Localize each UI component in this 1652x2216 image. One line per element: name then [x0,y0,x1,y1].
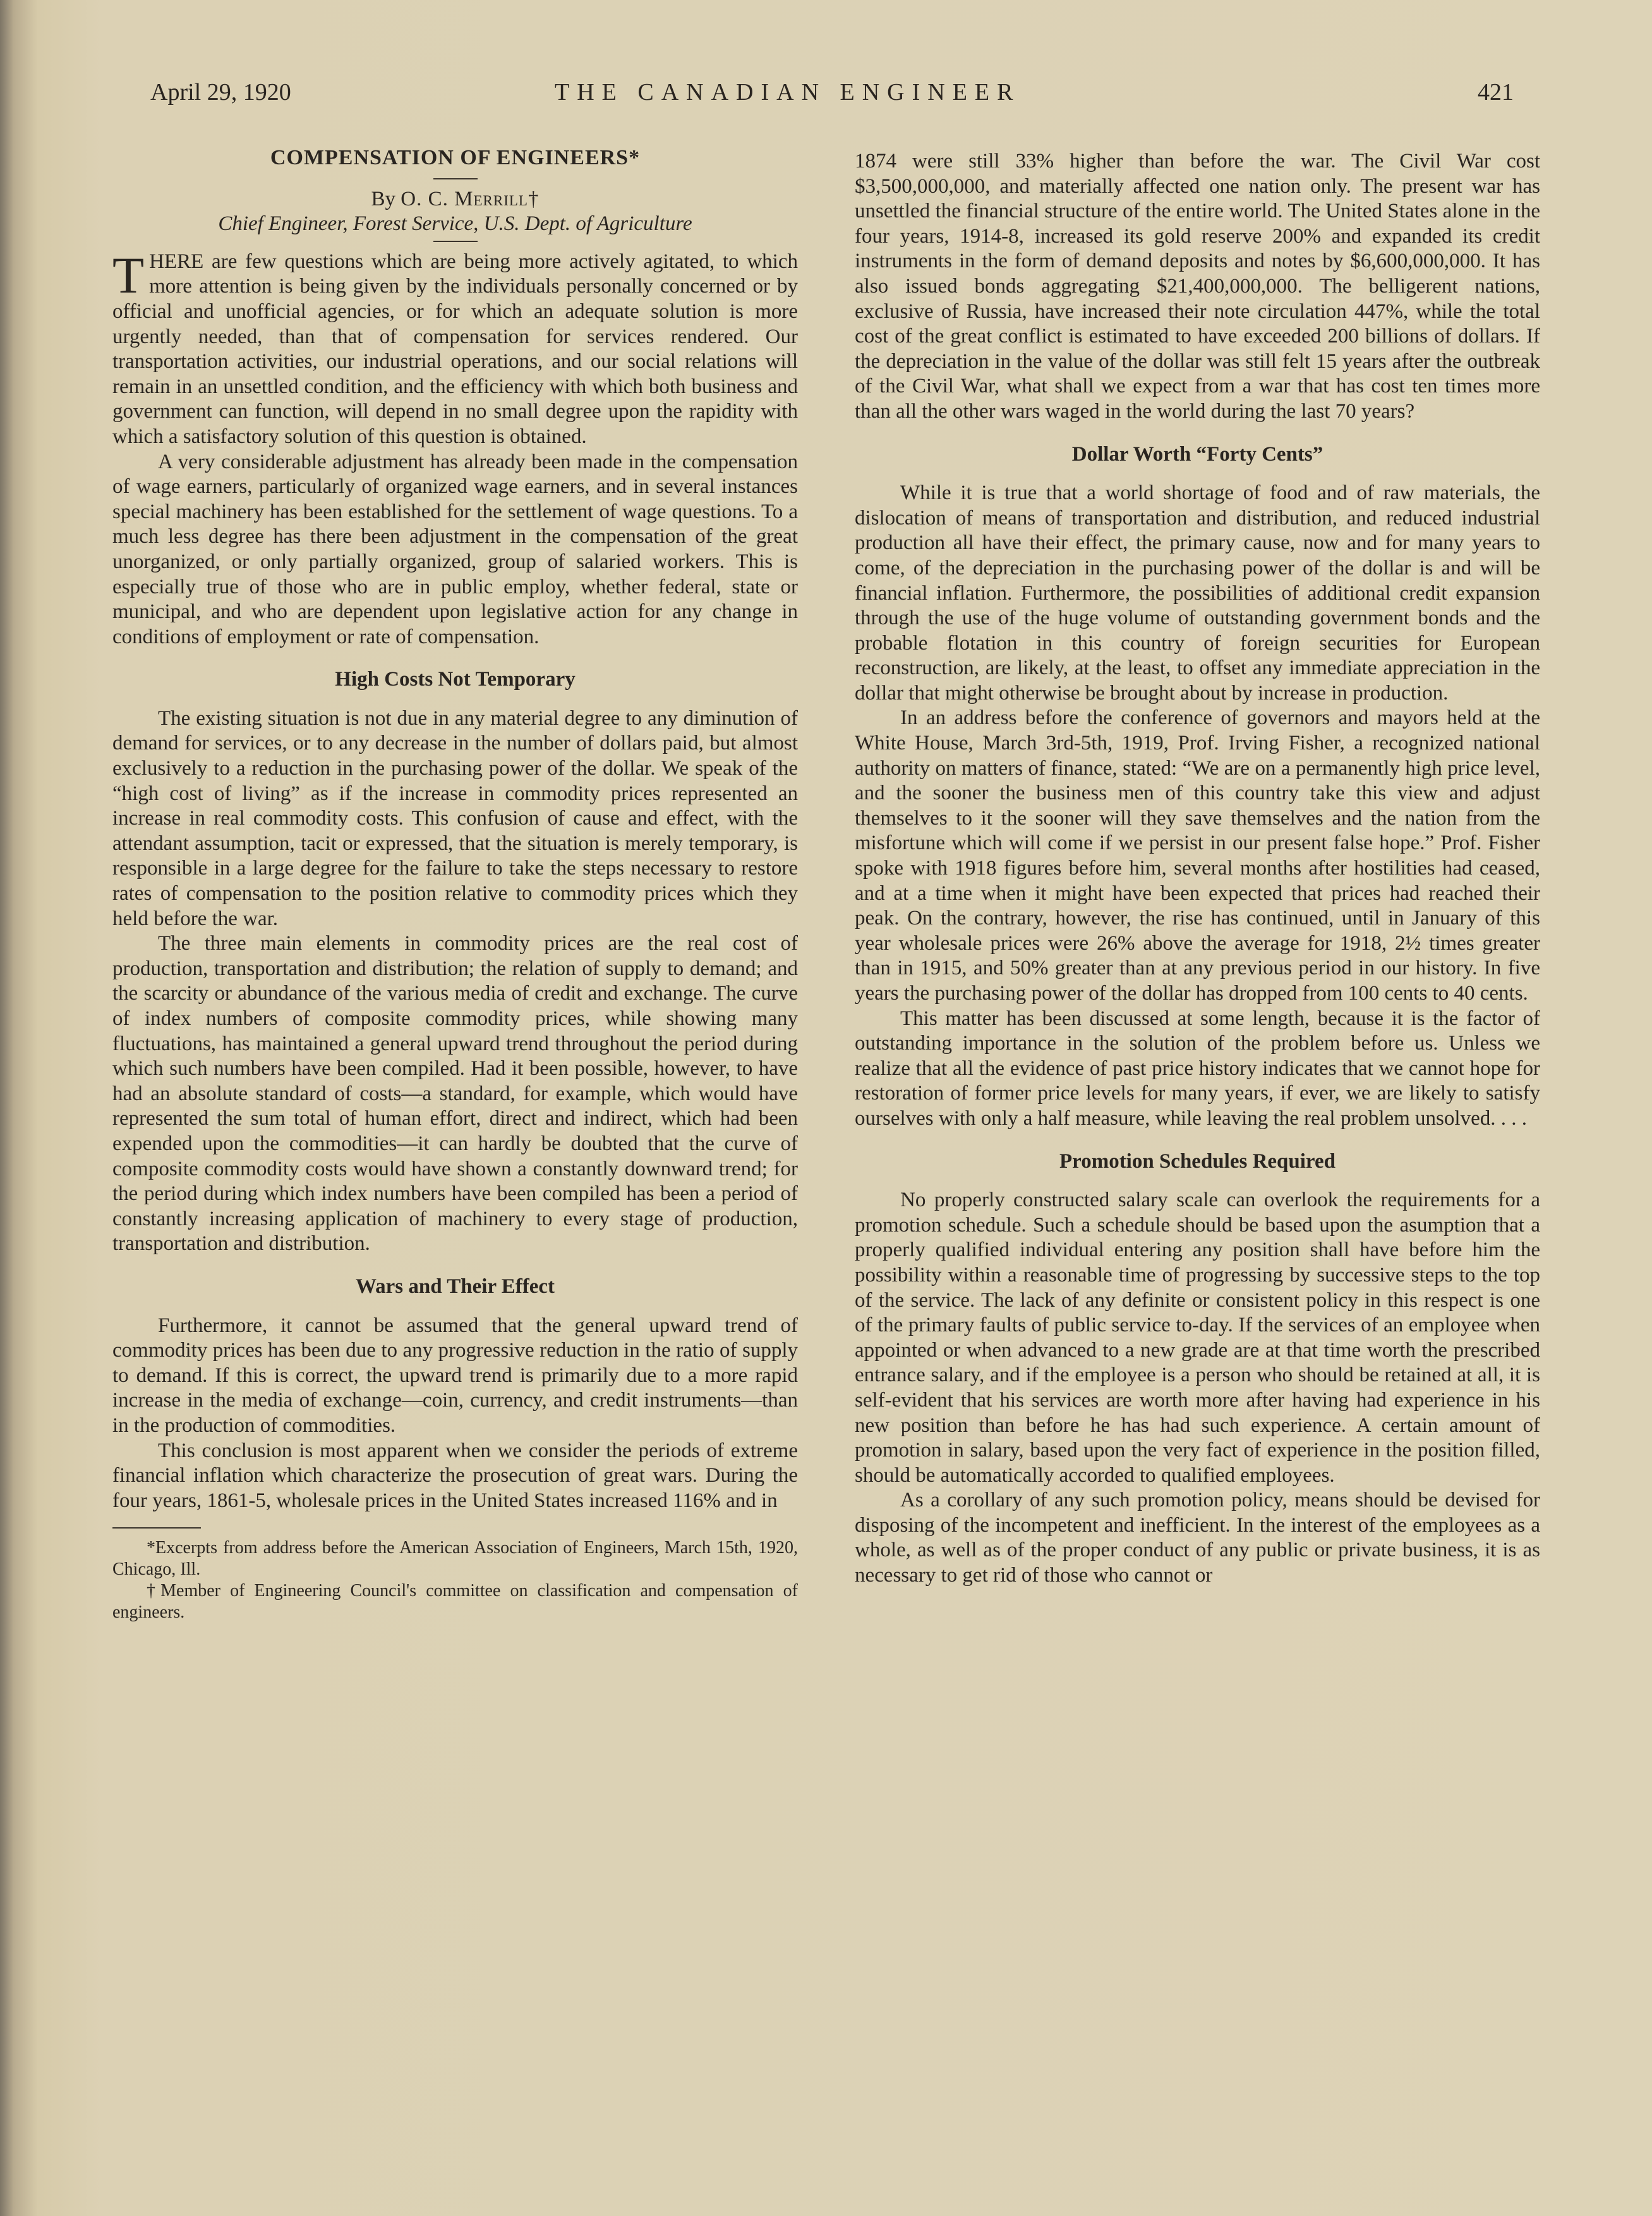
paragraph-8: While it is true that a world shortage of food and of raw materials, the dislocation of means of transportation and distribution, and reduced industrial production all have their effect, the primary cause, now and for many years to come, of the depreciation in the purchasing power of the dollar is and will be financial inflation. Furthermore, the possibilities of additional credit expansion through the use of the huge volume of outstanding government bonds and the probable flotation in this country of foreign securities for European reconstruction, are likely, at the least, to offset any immediate appreciation in the dollar that might otherwise be brought about by increase in production. [855,481,1540,705]
paragraph-4: The three main elements in commodity prices are the real cost of production, transportation and distribution; the relation of supply to demand; and the scarcity or abundance of the various media of credit and exchange. The curve of index numbers of composite commodity prices, while showing many fluctuations, has maintained a general upward trend throughout the period during which such numbers have been compiled. Had it been possible, however, to have had an absolute standard of costs—a standard, for example, which would have represented the sum total of human effort, direct and indirect, which had been expended upon the commodities—it can hardly be doubted that the curve of composite commodity costs would have shown a constantly downward trend; for the period during which index numbers have been compiled has been a period of constantly increasing application of machinery to every stage of production, transportation and distribution. [112,932,798,1256]
footnote-rule [112,1527,201,1529]
drop-cap: T [112,246,145,304]
paragraph-1 [112,246,798,450]
issue-date: April 29, 1920 [150,79,291,106]
author-name: O. C. Merrill† [401,187,540,210]
subheading-dollar-worth: Dollar Worth “Forty Cents” [1071,442,1323,466]
journal-title: THE CANADIAN ENGINEER [555,79,1021,106]
title-rule [433,178,478,179]
footnote-1: *Excerpts from address before the American Association of Engineers, March 15th, 1920, Chicago, Ill. [112,1538,798,1580]
footnote-2: †Member of Engineering Council's committee on classification and compensation of engineers. [112,1581,798,1623]
paragraph-9: In an address before the conference of governors and mayors held at the White House, March 3rd-5th, 1919, Prof. Irving Fisher, a recognized national authority on matters of finance, stated: “We are on a permanently high price level, and the sooner the business men of this country take this view and adjust themselves to it the sooner will they save themselves and the nation from the misfortune which will come if we persist in our present false hope.” Prof. Fisher spoke with 1918 figures before him, several months after hostilities had ceased, and at a time when it might have been expected that prices had reached their peak. On the contrary, however, the rise has continued, until in January of this year wholesale prices were 26% above the average for 1918, 2½ times greater than in 1915, and 50% greater than at any previous period in our history. In five years the purchasing power of the dollar has dropped from 100 cents to 40 cents. [855,706,1540,1005]
paragraph-3: The existing situation is not due in any material degree to any diminution of demand for services, or to any decrease in the number of dollars paid, but almost exclusively to a reduction in the purchasing power of the dollar. We speak of the “high cost of living” as if the increase in commodity prices represented an increase in real commodity costs. This confusion of cause and effect, with the attendant assumption, tacit or expressed, that the situation is merely temporary, is responsible in a large degree for the failure to take the steps necessary to restore rates of compensation to the position relative to commodity prices which they held before the war. [112,706,798,930]
left-column [112,145,798,1623]
page-number: 421 [1478,79,1514,106]
paragraph-10: This matter has been discussed at some length, because it is the factor of outstanding importance in the solution of the problem before us. Unless we realize that all the evidence of past price history indicates that we cannot hope for restoration of former price levels for many years, if ever, we are likely to satisfy ourselves with only a half measure, while leaving the real problem unsolved. . . . [855,1007,1540,1130]
paragraph-2: A very considerable adjustment has already been made in the compensation of wage earners, particularly of organized wage earners, and in several instances special machinery has been established for the settlement of wage questions. To a much less degree has there been adjustment in the compensation of the great unorganized, or only partially organized, group of salaried workers. This is especially true of those who are in public employ, whether federal, state or municipal, and who are dependent upon legislative action for any change in conditions of employment or rate of compensation. [112,450,798,648]
author-affiliation: Chief Engineer, Forest Service, U.S. Dept. of Agriculture [218,212,692,236]
paragraph-1-text: HERE are few questions which are being more actively agitated, to which more attention is being given by the individuals personally concerned or by official and unofficial agencies, or for which an adequate solution is more urgently needed, than that of compensation for services rendered. Our transportation activities, our industrial operations, and our social relations will remain in an unsettled condition, and the efficiency with which both business and government can function, will depend in no small degree upon the rapidity with which a satisfactory solution of this question is obtained. [112,250,798,448]
paragraph-7: 1874 were still 33% higher than before the war. The Civil War cost $3,500,000,000, and materially affected one nation only. The present war has unsettled the financial structure of the entire world. The United States alone in the four years, 1914-8, increased its gold reserve 200% and expanded its credit instruments in the form of demand deposits and notes by $6,600,000,000. It has also issued bonds aggregating $21,400,000,000. The belligerent nations, exclusive of Russia, have increased their note circulation 447%, while the total cost of the great conflict is estimated to have exceeded 200 billions of dollars. If the depreciation in the value of the dollar was still felt 15 years after the outbreak of the Civil War, what shall we expect from a war that has cost ten times more than all the other wars waged in the world during the last 70 years? [855,150,1540,423]
subheading-wars: Wars and Their Effect [355,1275,555,1298]
byline-rule [433,241,478,242]
subheading-high-costs: High Costs Not Temporary [335,668,576,691]
byline [112,187,798,212]
subheading-promotion: Promotion Schedules Required [1059,1149,1335,1173]
article-title: COMPENSATION OF ENGINEERS* [270,146,641,169]
byline-prefix: By [371,187,401,210]
running-header [150,78,1514,116]
paragraph-12: As a corollary of any such promotion policy, means should be devised for disposing of the incompetent and inefficient. In the interest of the employees as a whole, as well as of the proper conduct of any public or private business, it is as necessary to get rid of those who cannot or [855,1489,1540,1587]
paragraph-11: No properly constructed salary scale can overlook the requirements for a promotion schedule. Such a schedule should be based upon the asumption that a properly qualified individual entering any position shall have before him the possibility within a reasonable time of progressing by successive steps to the top of the service. The lack of any definite or consistent policy in this respect is one of the primary faults of public service to-day. If the services of an employee when appointed or when advanced to a new grade are at that time worth the prescribed entrance salary, and if the employee is a person who should be retained at all, it is self-evident that his services are worth more after having had experience in his new position than before he has had such experience. A certain amount of promotion in salary, based upon the very fact of experience in the position filled, should be automatically accorded to qualified employees. [855,1189,1540,1487]
paragraph-5: Furthermore, it cannot be assumed that the general upward trend of commodity prices has been due to any progressive reduction in the ratio of supply to demand. If this is correct, the upward trend is primarily due to a more rapid increase in the media of exchange—coin, currency, and credit instruments—than in the production of commodities. [112,1314,798,1437]
right-column [855,149,1540,1589]
paragraph-6: This conclusion is most apparent when we consider the periods of extreme financial inflation which characterize the prosecution of great wars. During the four years, 1861-5, wholesale prices in the United States increased 116% and in [112,1439,798,1512]
